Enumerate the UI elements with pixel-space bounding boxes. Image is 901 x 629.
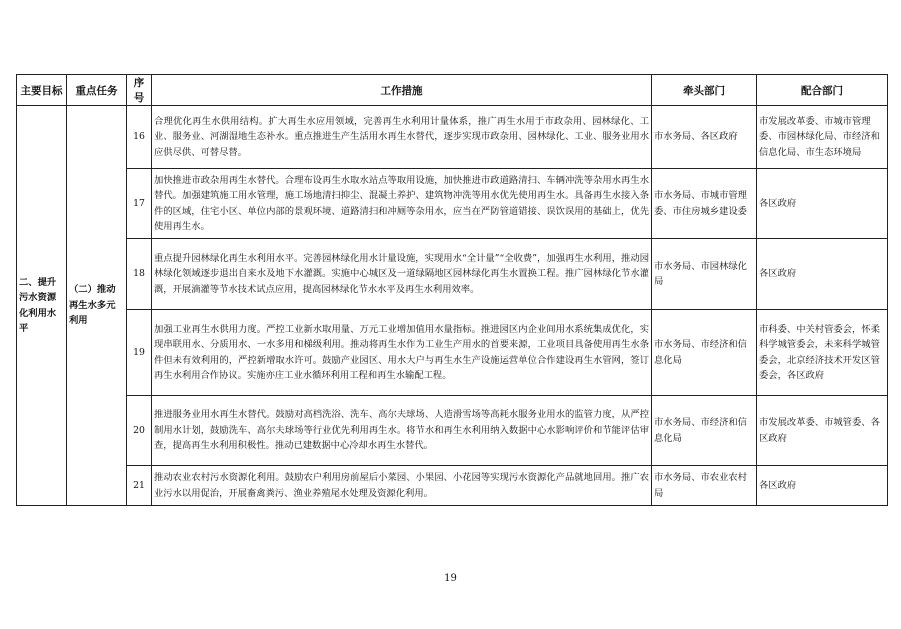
support-dept-cell: 各区政府 — [757, 169, 888, 239]
table-row — [17, 239, 888, 310]
header-measures: 工作措施 — [152, 75, 652, 106]
lead-dept-cell: 市水务局、市经济和信息化局 — [652, 396, 757, 466]
lead-dept-cell: 市水务局、市经济和信息化局 — [652, 310, 757, 396]
seq-cell: 18 — [127, 239, 152, 310]
seq-cell: 21 — [127, 466, 152, 506]
measure-cell: 重点提升园林绿化再生水利用水平。完善园林绿化用水计量设施，实现用水“全计量”“全收费”，加强再生水利用，推动园林绿化领域逐步退出自来水及地下水灌溉。实施中心城区及一道绿隔地区园林绿化再生水置换工程。推广园林绿化节水灌溉，开展滴灌等节水技术试点应用，提高园林绿化节水水平及再生水利用效率。 — [152, 239, 652, 310]
table-row — [17, 310, 888, 396]
support-dept-cell: 各区政府 — [757, 466, 888, 506]
measure-cell: 加强工业再生水供用力度。严控工业新水取用量、万元工业增加值用水量指标。推进园区内企业间用水系统集成优化，实现串联用水、分质用水、一水多用和梯级利用。推动将再生水作为工业生产用水的首要来源，工业项目具备使用再生水条件但未有效利用的，严控新增取水许可。鼓励产业园区、用水大户与再生水生产设施运营单位合作建设再生水管网，签订再生水利用合作协议。实施亦庄工业水循环利用工程和再生水输配工程。 — [152, 310, 652, 396]
measure-cell: 推动农业农村污水资源化利用。鼓励农户利用房前屋后小菜园、小果园、小花园等实现污水资源化产品就地回用。推广农业污水以用促治，开展畜禽粪污、渔业养殖尾水处理及资源化利用。 — [152, 466, 652, 506]
lead-dept-cell: 市水务局、市农业农村局 — [652, 466, 757, 506]
table-row — [17, 169, 888, 239]
key-task-cell: （二）推动再生水多元利用 — [67, 106, 127, 506]
seq-cell: 16 — [127, 106, 152, 169]
page-number: 19 — [444, 573, 457, 584]
support-dept-cell: 市发展改革委、市城管委、各区政府 — [757, 396, 888, 466]
table-row — [17, 396, 888, 466]
support-dept-cell: 各区政府 — [757, 239, 888, 310]
seq-cell: 19 — [127, 310, 152, 396]
header-key-task: 重点任务 — [67, 75, 127, 106]
measure-cell: 加快推进市政杂用再生水替代。合理布设再生水取水站点等取用设施，加快推进市政道路清扫、车辆冲洗等杂用水再生水替代。加强建筑施工用水管理，施工场地清扫抑尘、混凝土养护、建筑物冲洗等用水优先使用再生水。具备再生水接入条件的区域，住宅小区、单位内部的景观环境、道路清扫和冲厕等杂用水，应当在严防管道错接、误饮误用的基础上，优先使用再生水。 — [152, 169, 652, 239]
seq-cell: 20 — [127, 396, 152, 466]
header-seq: 序号 — [127, 75, 152, 106]
table-row — [17, 106, 888, 169]
seq-cell: 17 — [127, 169, 152, 239]
measure-cell: 推进服务业用水再生水替代。鼓励对高档洗浴、洗车、高尔夫球场、人造滑雪场等高耗水服务业用水的监管力度，从严控制用水计划，鼓励洗车、高尔夫球场等行业优先利用再生水。将节水和再生水利用纳入数据中心水影响评价和节能评估审查，提高再生水利用积极性。推动已建数据中心冷却水再生水替代。 — [152, 396, 652, 466]
main-goal-cell: 二、提升污水资源化利用水平 — [17, 106, 67, 506]
lead-dept-cell: 市水务局、市城市管理委、市住房城乡建设委 — [652, 169, 757, 239]
lead-dept-cell: 市水务局、各区政府 — [652, 106, 757, 169]
measure-cell: 合理优化再生水供用结构。扩大再生水应用领域，完善再生水利用计量体系，推广再生水用于市政杂用、园林绿化、工业、服务业、河湖湿地生态补水。重点推进生产生活用水再生水替代，逐步实现市政杂用、园林绿化、工业、服务业用水应供尽供、可替尽替。 — [152, 106, 652, 169]
header-row — [17, 75, 888, 106]
table-row — [17, 466, 888, 506]
header-main-goal: 主要目标 — [17, 75, 67, 106]
measures-table — [16, 74, 888, 506]
support-dept-cell: 市科委、中关村管委会，怀柔科学城管委会，未来科学城管委会，北京经济技术开发区管委会，各区政府 — [757, 310, 888, 396]
support-dept-cell: 市发展改革委、市城市管理委、市园林绿化局、市经济和信息化局、市生态环境局 — [757, 106, 888, 169]
header-support-dept: 配合部门 — [757, 75, 888, 106]
lead-dept-cell: 市水务局、市园林绿化局 — [652, 239, 757, 310]
header-lead-dept: 牵头部门 — [652, 75, 757, 106]
